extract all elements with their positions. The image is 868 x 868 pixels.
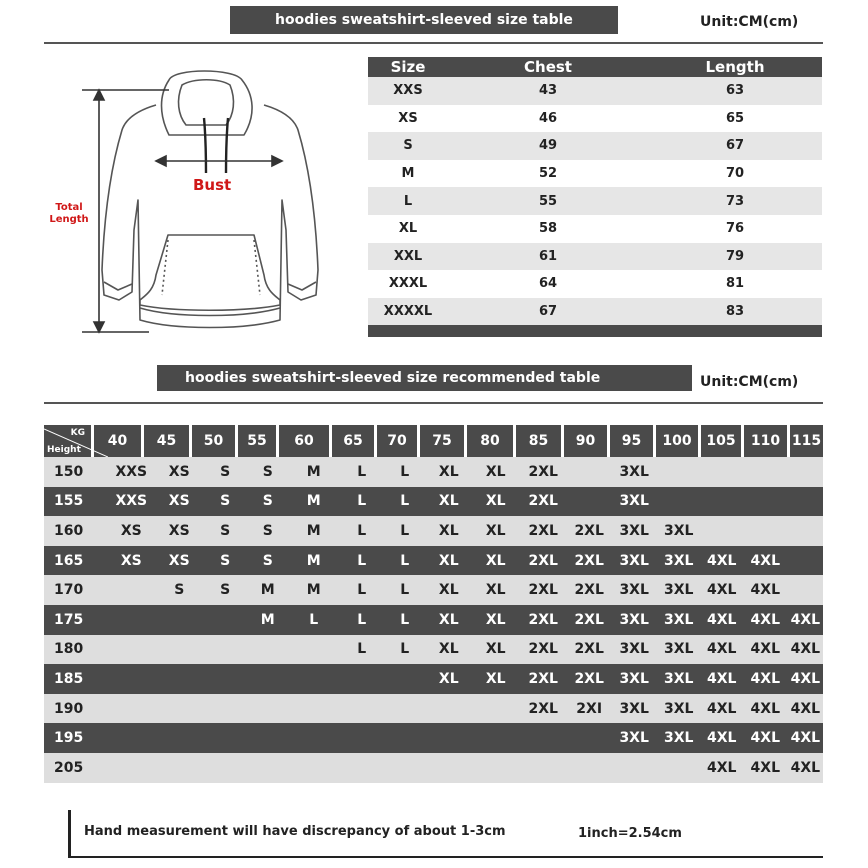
recommended-title-text: hoodies sweatshirt-sleeved size recommended table <box>185 370 601 386</box>
size-recommendation-cell: 3XL <box>619 463 649 480</box>
kg-header-cell: 85 <box>513 425 561 457</box>
size-table-row <box>368 105 822 133</box>
height-cell: 190 <box>54 700 84 717</box>
size-recommendation-cell: 4XL <box>707 700 737 717</box>
kg-header-cell: 100 <box>653 425 698 457</box>
size-recommendation-cell: S <box>262 522 273 539</box>
chest-cell: 52 <box>538 166 558 182</box>
height-cell: 195 <box>54 730 84 747</box>
header-size: Size <box>390 58 426 76</box>
size-cell: XS <box>398 110 418 126</box>
inch-conversion: 1inch=2.54cm <box>578 826 682 841</box>
size-recommendation-cell: 2XL <box>528 552 558 569</box>
size-table <box>368 57 822 337</box>
height-cell: 180 <box>54 641 84 658</box>
size-recommendation-cell: M <box>306 552 321 569</box>
size-table-row <box>368 187 822 215</box>
unit-label-recommended: Unit:CM(cm) <box>700 374 799 390</box>
recommended-row <box>44 605 823 635</box>
size-recommendation-cell: L <box>400 463 410 480</box>
footer-bracket-base <box>68 856 823 858</box>
size-recommendation-cell: XL <box>438 641 459 658</box>
height-cell: 155 <box>54 493 84 510</box>
length-cell: 79 <box>725 248 745 264</box>
size-recommendation-cell: 4XL <box>750 611 780 628</box>
size-cell: XXS <box>393 83 423 99</box>
size-table-row <box>368 215 822 243</box>
size-recommendation-cell: 2XL <box>528 493 558 510</box>
kg-header-cell: 60 <box>276 425 329 457</box>
size-recommendation-cell: 4XL <box>750 552 780 569</box>
length-cell: 63 <box>725 83 745 99</box>
size-recommendation-cell: 3XL <box>619 730 649 747</box>
size-recommendation-cell: XL <box>438 493 459 510</box>
kg-header-cell: 65 <box>329 425 374 457</box>
size-recommendation-cell: L <box>357 552 367 569</box>
size-recommendation-cell: XL <box>485 582 506 599</box>
size-table-row <box>368 160 822 188</box>
recommended-table <box>44 425 823 783</box>
size-recommendation-cell: 4XL <box>707 759 737 776</box>
size-recommendation-cell: 4XL <box>707 641 737 658</box>
size-recommendation-cell: XL <box>485 641 506 658</box>
recommended-row <box>44 635 823 665</box>
size-recommendation-cell: 2XL <box>528 463 558 480</box>
size-recommendation-cell: M <box>306 493 321 510</box>
header-chest: Chest <box>524 58 572 76</box>
size-recommendation-cell: M <box>306 463 321 480</box>
size-recommendation-cell: XL <box>438 552 459 569</box>
size-recommendation-cell: 3XL <box>663 552 694 569</box>
size-cell: XXXL <box>388 276 428 292</box>
unit-label-top: Unit:CM(cm) <box>700 14 799 30</box>
size-recommendation-cell: M <box>260 611 275 628</box>
size-recommendation-cell: 2XL <box>574 582 604 599</box>
size-recommendation-cell: XL <box>438 611 459 628</box>
size-recommendation-cell: XL <box>485 611 506 628</box>
height-cell: 185 <box>54 670 84 687</box>
size-recommendation-cell: L <box>400 582 410 599</box>
size-recommendation-cell: 2XL <box>528 670 558 687</box>
recommended-divider <box>44 402 823 404</box>
size-table-row <box>368 243 822 271</box>
size-recommendation-cell: S <box>262 493 273 510</box>
size-recommendation-cell: 4XL <box>750 730 780 747</box>
size-recommendation-cell: 2XL <box>574 552 604 569</box>
size-recommendation-cell: 4XL <box>790 670 821 687</box>
corner-kg-label: KG <box>70 428 85 438</box>
recommended-row <box>44 694 823 724</box>
size-recommendation-cell: L <box>357 641 367 658</box>
size-recommendation-cell: 3XL <box>663 582 694 599</box>
size-recommendation-cell: 4XL <box>790 730 821 747</box>
size-recommendation-cell: 3XL <box>619 611 649 628</box>
kg-header-cell: 75 <box>417 425 464 457</box>
size-cell: L <box>403 193 413 209</box>
size-recommendation-cell: 3XL <box>619 582 649 599</box>
size-recommendation-cell: 3XL <box>663 730 694 747</box>
size-recommendation-cell: 3XL <box>619 522 649 539</box>
kg-header-cell: 110 <box>741 425 787 457</box>
size-recommendation-cell: XS <box>120 522 142 539</box>
height-cell: 205 <box>54 759 84 776</box>
recommended-row <box>44 516 823 546</box>
size-table-row <box>368 270 822 298</box>
chest-cell: 55 <box>538 193 558 209</box>
table-corner <box>44 425 91 457</box>
size-recommendation-cell: L <box>400 552 410 569</box>
length-cell: 70 <box>725 166 745 182</box>
size-recommendation-cell: XS <box>168 522 190 539</box>
size-recommendation-cell: 2XL <box>574 641 604 658</box>
size-recommendation-cell: 4XL <box>750 641 780 658</box>
size-cell: XL <box>398 221 418 237</box>
kg-header-cell: 50 <box>189 425 235 457</box>
top-divider <box>44 42 823 44</box>
size-recommendation-cell: XXS <box>115 463 148 480</box>
length-cell: 65 <box>725 110 745 126</box>
size-recommendation-cell: XL <box>485 670 506 687</box>
size-recommendation-cell: XL <box>485 493 506 510</box>
size-table-title-text: hoodies sweatshirt-sleeved size table <box>275 12 573 28</box>
size-recommendation-cell: XL <box>438 522 459 539</box>
size-recommendation-cell: 4XL <box>790 641 821 658</box>
length-cell: 76 <box>725 221 745 237</box>
size-table-row <box>368 132 822 160</box>
bust-label: Bust <box>193 176 232 194</box>
kg-header-cell: 105 <box>698 425 741 457</box>
size-recommendation-cell: XL <box>438 582 459 599</box>
kg-header-cell: 55 <box>235 425 276 457</box>
length-cell: 73 <box>725 193 745 209</box>
size-recommendation-cell: 4XL <box>790 700 821 717</box>
measurement-note: Hand measurement will have discrepancy of about 1-3cm <box>84 824 506 839</box>
height-cell: 150 <box>54 463 84 480</box>
size-recommendation-cell: 4XL <box>707 670 737 687</box>
size-recommendation-cell: XS <box>168 463 190 480</box>
size-recommendation-cell: 4XL <box>790 759 821 776</box>
chest-cell: 46 <box>538 110 558 126</box>
chest-cell: 67 <box>538 304 558 320</box>
size-recommendation-cell: XL <box>485 522 506 539</box>
chest-cell: 58 <box>538 221 558 237</box>
corner-height-label: Height <box>47 445 81 455</box>
size-recommendation-cell: 2XL <box>528 700 558 717</box>
size-recommendation-cell: L <box>357 463 367 480</box>
size-recommendation-cell: S <box>174 582 185 599</box>
size-recommendation-cell: 3XL <box>663 700 694 717</box>
recommended-row <box>44 487 823 517</box>
size-recommendation-cell: L <box>400 611 410 628</box>
height-cell: 165 <box>54 552 84 569</box>
size-recommendation-cell: L <box>357 522 367 539</box>
size-recommendation-cell: XS <box>168 493 190 510</box>
recommended-table-title <box>157 365 692 391</box>
height-cell: 160 <box>54 522 84 539</box>
header-length: Length <box>705 58 765 76</box>
size-recommendation-cell: L <box>400 493 410 510</box>
size-recommendation-cell: S <box>220 582 231 599</box>
size-recommendation-cell: 3XL <box>663 670 694 687</box>
size-recommendation-cell: 3XL <box>619 641 649 658</box>
length-cell: 67 <box>725 138 745 154</box>
size-recommendation-cell: XL <box>438 670 459 687</box>
recommended-row <box>44 457 823 487</box>
size-recommendation-cell: 2XL <box>528 582 558 599</box>
size-recommendation-cell: L <box>357 493 367 510</box>
size-recommendation-cell: 4XL <box>790 611 821 628</box>
recommended-row <box>44 546 823 576</box>
kg-header-cell: 90 <box>561 425 607 457</box>
size-recommendation-cell: 3XL <box>663 611 694 628</box>
chest-cell: 61 <box>538 248 558 264</box>
size-recommendation-cell: 4XL <box>750 700 780 717</box>
size-recommendation-cell: 2XL <box>528 611 558 628</box>
size-recommendation-cell: XL <box>485 463 506 480</box>
size-table-title <box>230 6 618 34</box>
size-recommendation-cell: 2XL <box>528 522 558 539</box>
size-cell: XXL <box>393 248 423 264</box>
size-recommendation-cell: 3XL <box>619 670 649 687</box>
size-recommendation-cell: L <box>400 641 410 658</box>
chest-cell: 49 <box>538 138 558 154</box>
size-recommendation-cell: M <box>306 522 321 539</box>
length-cell: 81 <box>725 276 745 292</box>
size-recommendation-cell: L <box>309 611 319 628</box>
size-recommendation-cell: 4XL <box>707 730 737 747</box>
size-recommendation-cell: 3XL <box>619 700 649 717</box>
size-recommendation-cell: 3XL <box>663 522 694 539</box>
kg-header-cell: 115 <box>787 425 823 457</box>
size-table-footer <box>368 325 822 337</box>
kg-header-cell: 70 <box>374 425 417 457</box>
size-recommendation-cell: L <box>357 582 367 599</box>
size-table-row <box>368 77 822 105</box>
size-recommendation-cell: XL <box>485 552 506 569</box>
recommended-header-row <box>44 425 823 457</box>
recommended-row <box>44 575 823 605</box>
kg-header-cell: 80 <box>464 425 513 457</box>
size-recommendation-cell: 2XL <box>574 522 604 539</box>
size-recommendation-cell: XS <box>120 552 142 569</box>
size-recommendation-cell: S <box>220 463 231 480</box>
recommended-row <box>44 723 823 753</box>
size-recommendation-cell: 2XI <box>576 700 603 717</box>
size-recommendation-cell: 4XL <box>707 552 737 569</box>
total-length-label <box>44 202 94 226</box>
size-recommendation-cell: 2XL <box>574 611 604 628</box>
size-table-header <box>368 57 822 77</box>
size-recommendation-cell: S <box>220 552 231 569</box>
size-recommendation-cell: 3XL <box>663 641 694 658</box>
size-recommendation-cell: 2XL <box>574 670 604 687</box>
size-cell: XXXXL <box>383 304 433 320</box>
total-length-text: Total Length <box>49 202 89 225</box>
footer-bracket <box>68 810 71 858</box>
size-recommendation-cell: S <box>220 522 231 539</box>
size-recommendation-cell: XL <box>438 463 459 480</box>
size-recommendation-cell: M <box>306 582 321 599</box>
size-cell: M <box>401 166 415 182</box>
size-recommendation-cell: 4XL <box>707 582 737 599</box>
size-recommendation-cell: 4XL <box>750 582 780 599</box>
size-recommendation-cell: L <box>357 611 367 628</box>
kg-header-cell: 40 <box>91 425 141 457</box>
size-recommendation-cell: 2XL <box>528 641 558 658</box>
kg-header-cell: 95 <box>607 425 653 457</box>
height-cell: 175 <box>54 611 84 628</box>
size-recommendation-cell: 4XL <box>750 670 780 687</box>
chest-cell: 64 <box>538 276 558 292</box>
length-cell: 83 <box>725 304 745 320</box>
size-recommendation-cell: S <box>220 493 231 510</box>
size-recommendation-cell: XS <box>168 552 190 569</box>
size-recommendation-cell: S <box>262 552 273 569</box>
size-recommendation-cell: M <box>260 582 275 599</box>
size-recommendation-cell: 3XL <box>619 552 649 569</box>
recommended-row <box>44 753 823 783</box>
size-recommendation-cell: 3XL <box>619 493 649 510</box>
size-recommendation-cell: XXS <box>115 493 148 510</box>
size-table-row <box>368 298 822 326</box>
size-recommendation-cell: 4XL <box>750 759 780 776</box>
size-recommendation-cell: L <box>400 522 410 539</box>
size-recommendation-cell: S <box>262 463 273 480</box>
recommended-row <box>44 664 823 694</box>
size-recommendation-cell: 4XL <box>707 611 737 628</box>
height-cell: 170 <box>54 582 84 599</box>
chest-cell: 43 <box>538 83 558 99</box>
kg-header-cell: 45 <box>141 425 189 457</box>
size-cell: S <box>403 138 413 154</box>
